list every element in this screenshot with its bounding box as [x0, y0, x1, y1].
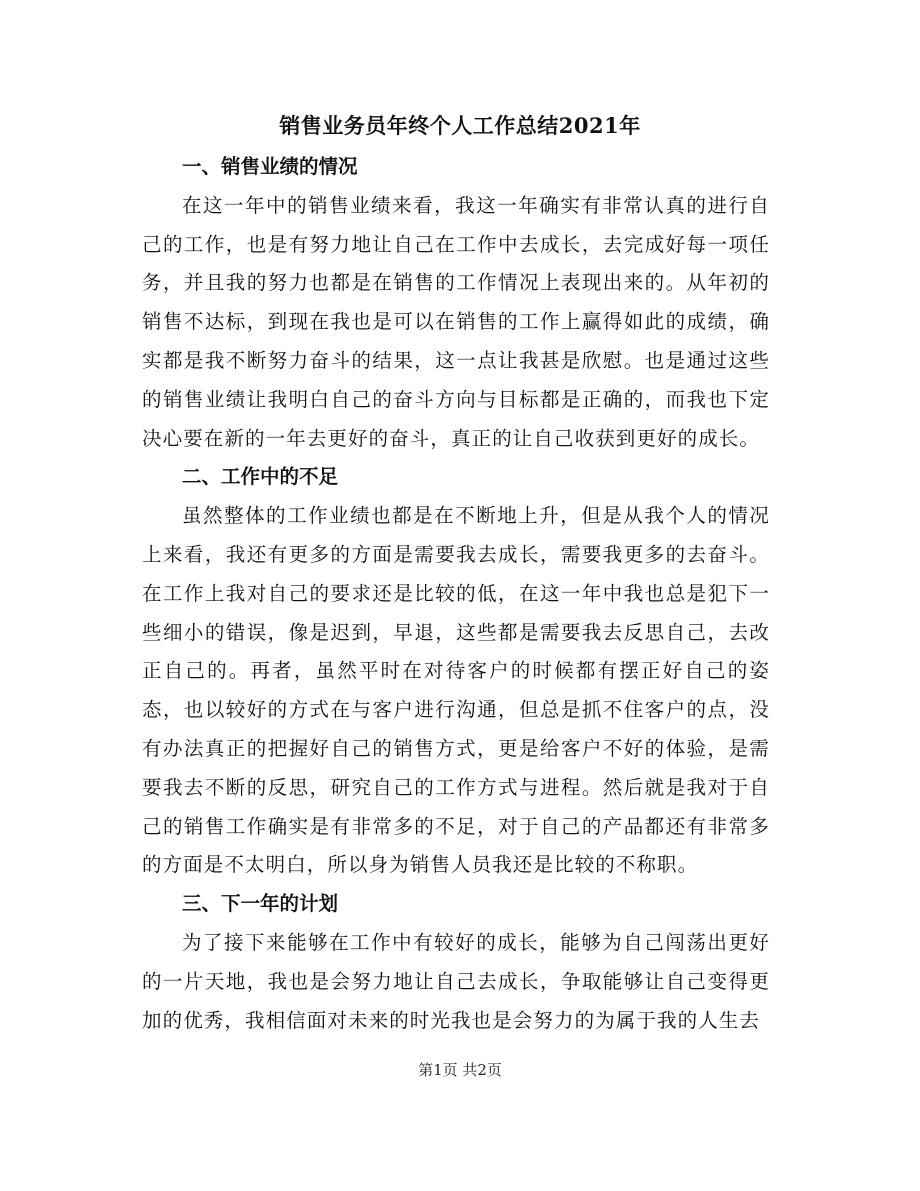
- document-body: [142, 148, 770, 1040]
- section-heading-next-year-plan: 三、下一年的计划: [182, 892, 339, 916]
- document-title: 销售业务员年终个人工作总结2021年: [279, 113, 641, 138]
- section-heading-sales-performance: 一、销售业绩的情况: [182, 155, 358, 178]
- page-footer-number: 第1页 共2页: [418, 1061, 502, 1079]
- paragraph-next-year-plan: 为了接下来能够在工作中有较好的成长，能够为自己闯荡出更好的一片天地，我也是会努力地让自己去成长，争取能够让自己变得更加的优秀，我相信面对未来的时光我也是会努力的为属于我的人生去: [142, 930, 770, 1032]
- paragraph-sales-performance: 在这一年中的销售业绩来看，我这一年确实有非常认真的进行自己的工作，也是有努力地让自己在工作中去成长，去完成好每一项任务，并且我的努力也都是在销售的工作情况上表现出来的。从年初的销售不达标，到现在我也是可以在销售的工作上赢得如此的成绩，确实都是我不断努力奋斗的结果，这一点让我甚是欣慰。也是通过这些的销售业绩让我明白自己的奋斗方向与目标都是正确的，而我也下定决心要在新的一年去更好的奋斗，真正的让自己收获到更好的成长。: [142, 193, 770, 450]
- paragraph-shortcomings: 虽然整体的工作业绩也都是在不断地上升，但是从我个人的情况上来看，我还有更多的方面是需要我去成长，需要我更多的去奋斗。在工作上我对自己的要求还是比较的低，在这一年中我也总是犯下一些细小的错误，像是迟到，早退，这些都是需要我去反思自己，去改正自己的。再者，虽然平时在对待客户的时候都有摆正好自己的姿态，也以较好的方式在与客户进行沟通，但总是抓不住客户的点，没有办法真正的把握好自己的销售方式，更是给客户不好的体验，是需要我去不断的反思，研究自己的工作方式与进程。然后就是我对于自己的销售工作确实是有非常多的不足，对于自己的产品都还有非常多的方面是不太明白，所以身为销售人员我还是比较的不称职。: [142, 504, 770, 877]
- section-heading-shortcomings: 二、工作中的不足: [182, 465, 339, 489]
